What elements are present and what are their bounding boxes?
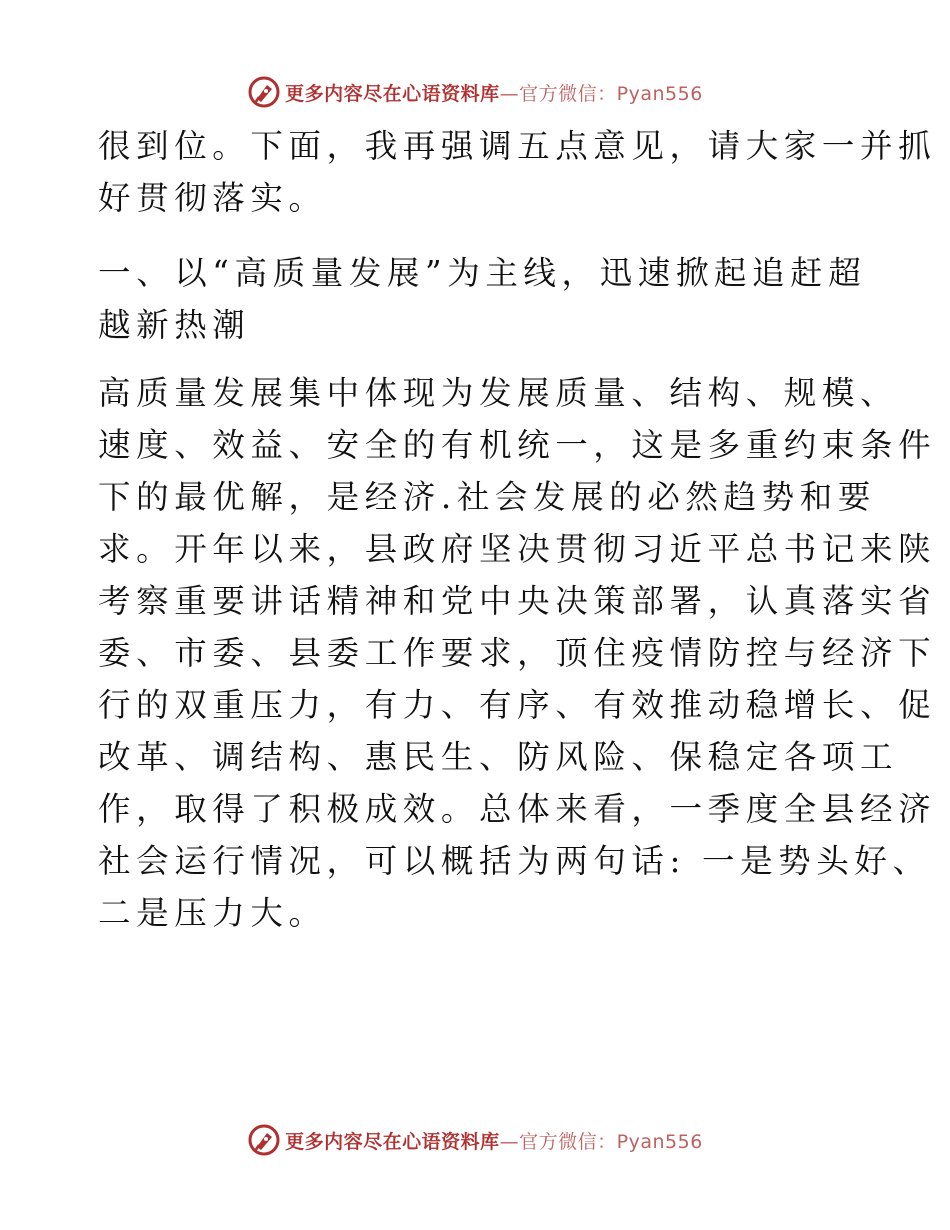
heading-line: 一、以“高质量发展”为主线，迅速掀起追赶超 xyxy=(98,254,867,292)
header-watermark xyxy=(0,70,950,114)
pen-nib-circle-icon xyxy=(247,75,281,109)
text-line: 改革、调结构、惠民生、防风险、保稳定各项工 xyxy=(98,738,899,776)
text-line: 很到位。下面，我再强调五点意见，请大家一并抓 xyxy=(98,127,937,165)
intro-paragraph xyxy=(98,120,937,224)
watermark-text xyxy=(285,1127,703,1154)
text-line: 委、市委、县委工作要求，顶住疫情防控与经济下 xyxy=(98,634,937,672)
footer-watermark xyxy=(0,1118,950,1162)
text-line: 速度、效益、安全的有机统一，这是多重约束条件 xyxy=(98,426,937,464)
watermark-text xyxy=(285,79,703,106)
body-paragraph xyxy=(98,367,937,939)
text-line: 考察重要讲话精神和党中央决策部署，认真落实省 xyxy=(98,582,937,620)
watermark-wechat: —官方微信：Pyan556 xyxy=(499,1130,703,1153)
watermark-wechat: —官方微信：Pyan556 xyxy=(499,82,703,105)
document-body xyxy=(98,120,937,939)
watermark-main: 更多内容尽在心语资料库 xyxy=(285,1130,500,1153)
text-line: 二是压力大。 xyxy=(98,894,327,932)
text-line: 社会运行情况，可以概括为两句话: 一是势头好、 xyxy=(98,842,931,880)
watermark-main: 更多内容尽在心语资料库 xyxy=(285,82,500,105)
text-line: 求。开年以来，县政府坚决贯彻习近平总书记来陕 xyxy=(98,530,937,568)
text-line: 下的最优解，是经济.社会发展的必然趋势和要 xyxy=(98,478,876,516)
text-line: 行的双重压力，有力、有序、有效推动稳增长、促 xyxy=(98,686,937,724)
text-line: 作，取得了积极成效。总体来看，一季度全县经济 xyxy=(98,790,937,828)
pen-nib-circle-icon xyxy=(247,1123,281,1157)
heading-line: 越新热潮 xyxy=(98,306,251,344)
text-line: 好贯彻落实。 xyxy=(98,179,327,217)
section-heading xyxy=(98,247,867,351)
text-line: 高质量发展集中体现为发展质量、结构、规模、 xyxy=(98,374,899,412)
